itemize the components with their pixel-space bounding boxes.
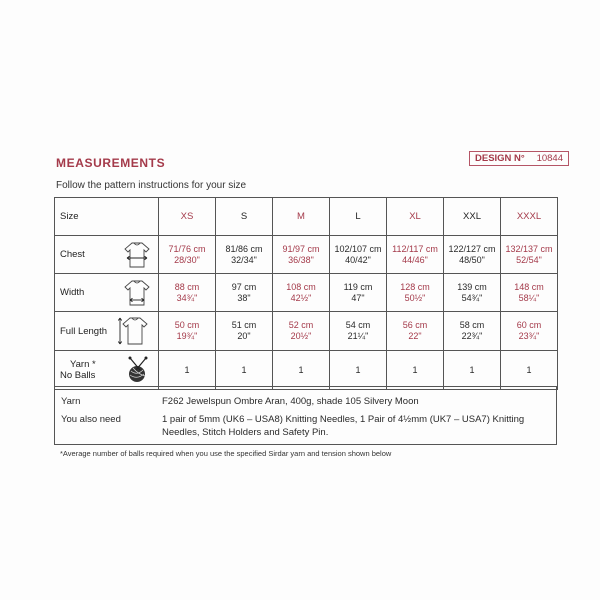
yarn-label-line1: Yarn * [70, 359, 96, 370]
intro-text: Follow the pattern instructions for your size [56, 180, 247, 191]
size-label-cell [55, 198, 159, 236]
chest-cm: 102/107 cm [334, 243, 382, 254]
width-cell [159, 274, 216, 312]
size-xl: XL [409, 211, 421, 222]
chest-sketch-icon [122, 240, 152, 270]
length-in: 21¼" [347, 331, 369, 341]
measurements-table [54, 197, 558, 390]
width-in: 38" [237, 292, 251, 303]
length-label-cell [55, 312, 159, 351]
you-also-need-label: You also need [61, 414, 121, 425]
chest-cell [501, 236, 558, 274]
you-also-need-value: 1 pair of 5mm (UK6 – USA8) Knitting Needles, 1 Pair of 4½mm (UK7 – USA7) Knitting Needles, Stitch Holders and Safety Pin. [162, 414, 525, 438]
design-number-label: DESIGN N° [475, 153, 525, 164]
length-cm: 50 cm [174, 320, 200, 330]
size-xs: XS [180, 211, 194, 222]
length-in: 23¾" [518, 331, 540, 341]
chest-cell [159, 236, 216, 274]
chest-in: 32/34" [231, 254, 257, 265]
size-row [55, 198, 558, 236]
width-cell [216, 274, 273, 312]
width-cm: 119 cm [343, 281, 373, 292]
chest-label-cell [55, 236, 159, 274]
size-header [387, 198, 444, 236]
chest-in: 36/38" [288, 254, 314, 265]
chest-label: Chest [60, 249, 85, 260]
size-header [444, 198, 501, 236]
length-cm: 51 cm [231, 320, 257, 330]
width-in: 50½" [404, 292, 426, 303]
length-cm: 60 cm [516, 320, 542, 330]
chest-cm: 122/127 cm [448, 243, 496, 254]
yarn-ball-icon [124, 356, 152, 384]
size-header [216, 198, 273, 236]
balls-cell [330, 351, 387, 390]
width-cell [273, 274, 330, 312]
length-cell [501, 312, 558, 351]
width-sketch-icon [122, 278, 152, 308]
measurements-heading: MEASUREMENTS [56, 156, 166, 170]
chest-cm: 81/86 cm [225, 243, 263, 254]
size-label: Size [60, 211, 79, 222]
yarn-label-cell [55, 351, 159, 390]
chest-cm: 91/97 cm [282, 243, 320, 254]
width-in: 47" [351, 292, 365, 303]
balls-count: 1 [469, 364, 475, 375]
width-cm: 139 cm [457, 281, 487, 292]
length-cm: 58 cm [459, 320, 485, 330]
length-cell [159, 312, 216, 351]
length-cm: 56 cm [402, 320, 428, 330]
balls-cell [444, 351, 501, 390]
design-number-value: 10844 [536, 153, 563, 164]
balls-count: 1 [241, 364, 247, 375]
width-in: 54¾" [461, 292, 483, 303]
length-cell [387, 312, 444, 351]
chest-cell [444, 236, 501, 274]
width-cm: 97 cm [231, 281, 257, 292]
width-cell [387, 274, 444, 312]
length-in: 22¾" [461, 331, 483, 341]
chest-row [55, 236, 558, 274]
materials-box [54, 386, 557, 445]
length-cm: 52 cm [288, 320, 314, 330]
width-label: Width [60, 287, 85, 298]
width-cm: 148 cm [514, 281, 544, 292]
width-cell [501, 274, 558, 312]
yarn-detail-value: F262 Jewelspun Ombre Aran, 400g, shade 105 Silvery Moon [162, 396, 419, 407]
balls-cell [159, 351, 216, 390]
chest-cm: 112/117 cm [392, 243, 438, 254]
balls-cell [216, 351, 273, 390]
size-header [330, 198, 387, 236]
size-l: L [355, 211, 361, 222]
width-in: 34¾" [176, 292, 198, 303]
length-cell [330, 312, 387, 351]
width-in: 58¼" [518, 292, 540, 303]
length-in: 22" [408, 331, 422, 341]
size-m: M [297, 211, 305, 222]
chest-in: 48/50" [459, 254, 485, 265]
balls-cell [273, 351, 330, 390]
size-header [501, 198, 558, 236]
length-cell [216, 312, 273, 351]
chest-cell [387, 236, 444, 274]
length-cm: 54 cm [345, 320, 371, 330]
length-in: 20" [237, 331, 251, 341]
chest-cm: 132/137 cm [505, 243, 553, 254]
width-label-cell [55, 274, 159, 312]
length-label: Full Length [60, 325, 108, 337]
chest-cm: 71/76 cm [168, 243, 206, 254]
yarn-label-line2: No Balls [60, 370, 96, 381]
size-header [273, 198, 330, 236]
chest-cell [273, 236, 330, 274]
chest-in: 40/42" [345, 254, 371, 265]
size-xxl: XXL [463, 211, 481, 222]
chest-in: 44/46" [402, 254, 428, 265]
width-cm: 108 cm [286, 281, 316, 292]
length-row [55, 312, 558, 351]
balls-count: 1 [526, 364, 532, 375]
length-sketch-icon [116, 315, 152, 347]
balls-cell [387, 351, 444, 390]
chest-cell [330, 236, 387, 274]
chest-in: 52/54" [516, 254, 542, 265]
width-in: 42½" [290, 292, 312, 303]
balls-count: 1 [184, 364, 190, 375]
width-cell [444, 274, 501, 312]
yarn-detail-label: Yarn [61, 396, 81, 407]
chest-cell [216, 236, 273, 274]
chest-in: 28/30" [174, 254, 200, 265]
balls-count: 1 [355, 364, 361, 375]
length-cell [444, 312, 501, 351]
yarn-balls-row [55, 351, 558, 390]
width-cell [330, 274, 387, 312]
design-number-box [469, 151, 569, 166]
balls-cell [501, 351, 558, 390]
balls-count: 1 [298, 364, 304, 375]
length-cell [273, 312, 330, 351]
width-row [55, 274, 558, 312]
size-s: S [240, 211, 248, 222]
length-in: 19¾" [176, 331, 198, 341]
footnote: *Average number of balls required when you use the specified Sirdar yarn and tension shown below [60, 449, 392, 458]
width-cm: 128 cm [400, 281, 430, 292]
balls-count: 1 [412, 364, 418, 375]
size-header [159, 198, 216, 236]
length-in: 20½" [290, 331, 312, 341]
width-cm: 88 cm [174, 281, 200, 292]
size-xxxl: XXXL [516, 211, 542, 222]
